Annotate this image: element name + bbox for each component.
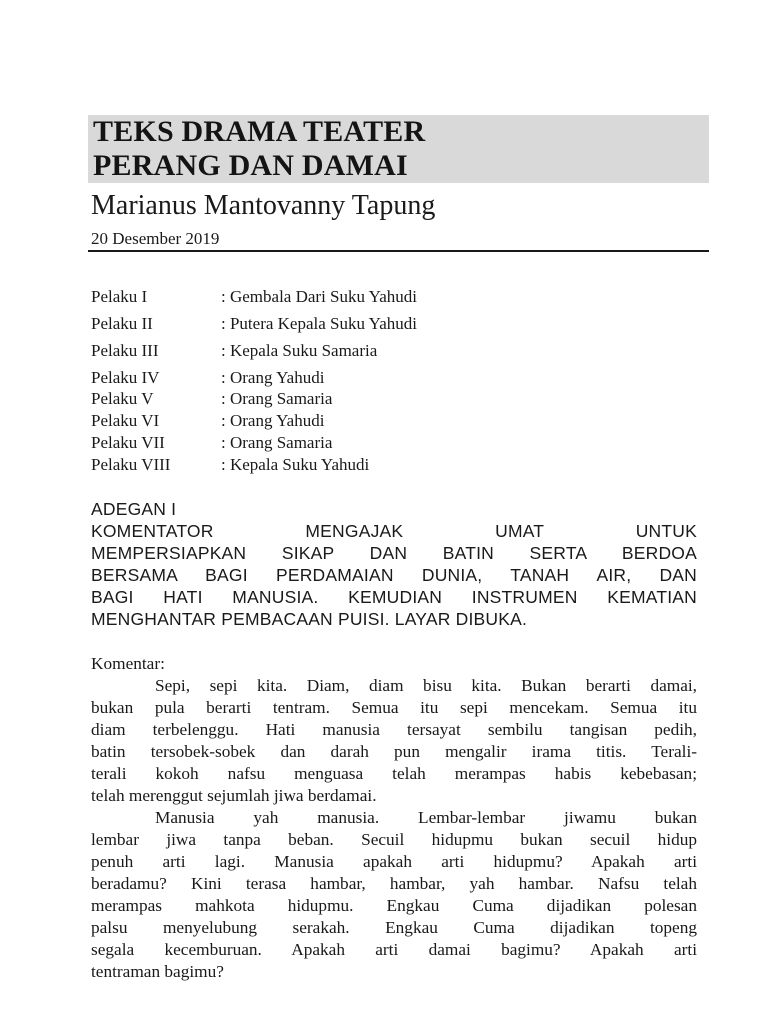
cast-name: : Orang Yahudi: [221, 411, 325, 430]
scene-heading: ADEGAN I: [91, 499, 177, 519]
scene-line: KOMENTATOR MENGAJAK UMAT UNTUK: [91, 521, 697, 541]
paragraph-line: batin tersobek-sobek dan darah pun mengalir irama titis. Terali-: [91, 742, 697, 761]
cast-name: : Kepala Suku Yahudi: [221, 455, 370, 474]
scene-line: MENGHANTAR PEMBACAAN PUISI. LAYAR DIBUKA.: [91, 609, 528, 629]
author-name: Marianus Mantovanny Tapung: [91, 190, 436, 221]
document-title-line-1: TEKS DRAMA TEATER: [93, 115, 426, 148]
paragraph-line: telah merenggut sejumlah jiwa berdamai.: [91, 786, 377, 805]
paragraph-line: palsu menyelubung serakah. Engkau Cuma dijadikan topeng: [91, 918, 697, 937]
cast-role: Pelaku I: [91, 287, 148, 306]
cast-name: : Kepala Suku Samaria: [221, 341, 378, 360]
paragraph-line: beradamu? Kini terasa hambar, hambar, yah hambar. Nafsu telah: [91, 874, 697, 893]
cast-role: Pelaku V: [91, 389, 154, 408]
paragraph-line: terali kokoh nafsu menguasa telah merampas habis kebebasan;: [91, 764, 697, 783]
document-title-line-2: PERANG DAN DAMAI: [93, 149, 408, 182]
cast-role: Pelaku VIII: [91, 455, 171, 474]
header-divider: [88, 250, 709, 252]
paragraph-line: Manusia yah manusia. Lembar-lembar jiwamu bukan: [155, 808, 697, 827]
paragraph-line: tentraman bagimu?: [91, 962, 224, 981]
paragraph-line: bukan pula berarti tentram. Semua itu sepi mencekam. Semua itu: [91, 698, 697, 717]
paragraph-line: diam terbelenggu. Hati manusia tersayat sembilu tangisan pedih,: [91, 720, 697, 739]
cast-role: Pelaku II: [91, 314, 153, 333]
scene-line: BERSAMA BAGI PERDAMAIAN DUNIA, TANAH AIR, DAN: [91, 565, 697, 585]
scene-line: MEMPERSIAPKAN SIKAP DAN BATIN SERTA BERDOA: [91, 543, 697, 563]
paragraph-line: lembar jiwa tanpa beban. Secuil hidupmu bukan secuil hidup: [91, 830, 697, 849]
cast-role: Pelaku III: [91, 341, 159, 360]
publish-date: 20 Desember 2019: [91, 229, 220, 248]
paragraph-line: merampas mahkota hidupmu. Engkau Cuma dijadikan polesan: [91, 896, 697, 915]
cast-role: Pelaku VI: [91, 411, 160, 430]
commentary-label: Komentar:: [91, 654, 165, 673]
scene-direction: [91, 498, 697, 630]
cast-name: : Orang Yahudi: [221, 368, 325, 387]
commentary: [91, 653, 697, 983]
paragraph-line: penuh arti lagi. Manusia apakah arti hidupmu? Apakah arti: [91, 852, 697, 871]
cast-role: Pelaku VII: [91, 433, 165, 452]
paragraph-line: Sepi, sepi kita. Diam, diam bisu kita. Bukan berarti damai,: [155, 676, 697, 695]
cast-name: : Putera Kepala Suku Yahudi: [221, 314, 417, 333]
cast-name: : Orang Samaria: [221, 433, 333, 452]
cast-name: : Orang Samaria: [221, 389, 333, 408]
paragraph-line: segala kecemburuan. Apakah arti damai bagimu? Apakah arti: [91, 940, 697, 959]
scene-line: BAGI HATI MANUSIA. KEMUDIAN INSTRUMEN KEMATIAN: [91, 587, 697, 607]
cast-role: Pelaku IV: [91, 368, 160, 387]
cast-name: : Gembala Dari Suku Yahudi: [221, 287, 417, 306]
